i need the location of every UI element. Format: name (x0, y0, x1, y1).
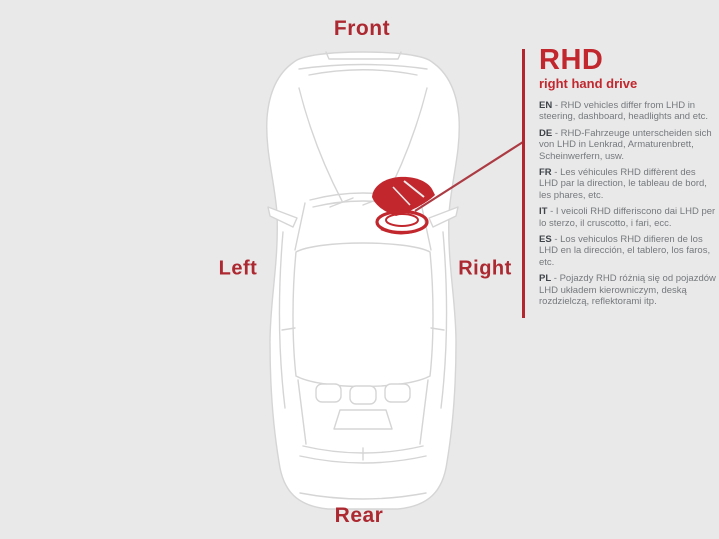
language-entry (539, 167, 716, 201)
language-entry (539, 100, 716, 123)
language-text: - Les véhicules RHD diffèrent des LHD par la direction, le tableau de bord, les phares, etc. (539, 167, 707, 201)
language-text: - Los vehiculos RHD difieren de los LHD en la dirección, el tablero, los faros, etc. (539, 234, 711, 268)
language-entry (539, 273, 716, 307)
language-code: IT (539, 206, 548, 218)
language-code: FR (539, 167, 552, 179)
language-text: - RHD vehicles differ from LHD in steering, dashboard, headlights and etc. (539, 100, 709, 123)
language-text: - Pojazdy RHD różnią się od pojazdów LHD układem kierowniczym, deską rozdzielczą, reflektorami itp. (539, 273, 716, 308)
language-code: ES (539, 234, 552, 246)
car-body-outline (267, 52, 460, 509)
language-code: EN (539, 100, 553, 111)
language-code: DE (539, 127, 553, 139)
right-label: Right (458, 257, 512, 280)
language-entry (539, 234, 716, 268)
left-label: Left (218, 257, 258, 280)
language-text: - RHD-Fahrzeuge unterscheiden sich von LHD in Lenkrad, Armaturenbrett, Scheinwerfern, usw. (539, 127, 712, 162)
front-label: Front (333, 17, 391, 40)
callout-vertical-rule (522, 49, 525, 318)
rear-label: Rear (334, 504, 384, 527)
language-text: - I veicoli RHD differiscono dai LHD per lo sterzo, il cruscotto, i fari, ecc. (539, 206, 716, 229)
language-entry (539, 206, 716, 229)
language-entry (539, 128, 716, 162)
language-code: PL (539, 273, 552, 285)
rhd-panel (539, 46, 716, 313)
panel-title: RHD (539, 44, 604, 76)
panel-subtitle: right hand drive (539, 76, 638, 91)
language-entries (539, 100, 716, 308)
